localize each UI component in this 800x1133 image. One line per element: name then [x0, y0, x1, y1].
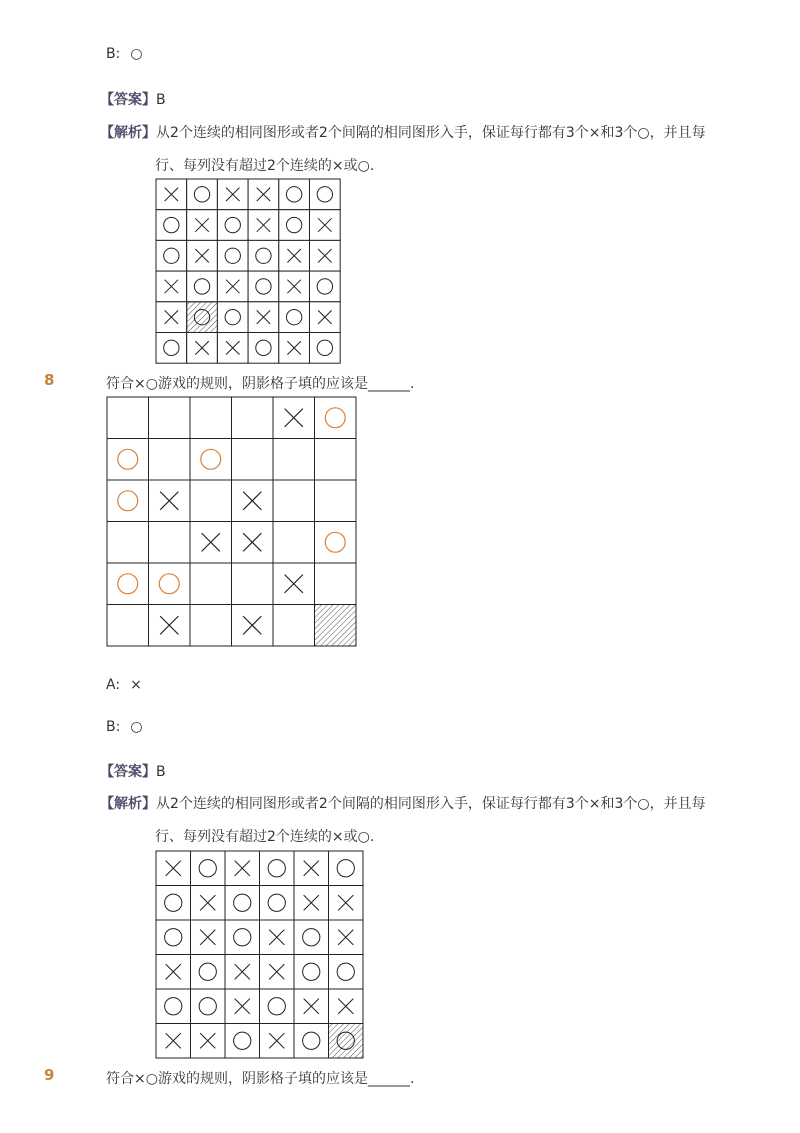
grid-cell-r6-c4 — [260, 1024, 295, 1059]
grid-cell-r2-c2 — [191, 886, 226, 921]
grid-cell-r2-c6 — [315, 439, 357, 481]
cell-box — [190, 563, 232, 605]
grid-cell-r4-c5 — [294, 955, 329, 990]
cell-box — [187, 179, 218, 210]
question-9-number: 9 — [44, 1066, 55, 1084]
grid-cell-r4-c4 — [248, 271, 279, 302]
grid-cell-r1-c6 — [329, 851, 364, 886]
grid-cell-r5-c5 — [273, 563, 315, 605]
cell-box — [329, 955, 364, 990]
grid-cell-r2-c2 — [149, 439, 191, 481]
top-option-b — [106, 46, 143, 62]
grid-cell-r2-c3 — [217, 210, 248, 241]
cell-box — [107, 439, 149, 481]
analysis-label: 【解析】 — [100, 125, 156, 141]
cell-box — [232, 397, 274, 439]
grid-cell-r4-c2 — [149, 522, 191, 564]
cell-box — [294, 1024, 329, 1059]
option-value: ○ — [130, 719, 143, 735]
option-label: B: — [106, 46, 121, 62]
top-analysis-line1 — [100, 122, 706, 142]
grid-cell-r4-c2 — [191, 955, 226, 990]
grid-cell-r6-c2 — [149, 605, 191, 647]
cell-box — [232, 439, 274, 481]
grid-cell-r6-c3 — [190, 605, 232, 647]
cell-box — [107, 522, 149, 564]
grid-cell-r6-c1 — [156, 1024, 191, 1059]
grid-cell-r5-c5 — [279, 302, 310, 333]
cell-box — [156, 210, 187, 241]
cell-box — [260, 886, 295, 921]
cell-box — [315, 397, 357, 439]
grid-cell-r3-c2 — [187, 240, 218, 271]
grid-cell-r5-c3 — [217, 302, 248, 333]
cell-box — [225, 1024, 260, 1059]
grid-cell-r4-c4 — [260, 955, 295, 990]
question-8-grid — [106, 396, 357, 647]
cell-box — [190, 397, 232, 439]
cell-box — [273, 439, 315, 481]
grid-cell-r5-c6 — [315, 563, 357, 605]
grid-svg — [106, 396, 357, 647]
cell-box — [315, 522, 357, 564]
option-value: ○ — [130, 46, 143, 62]
grid-cell-r1-c4 — [260, 851, 295, 886]
grid-cell-r3-c4 — [248, 240, 279, 271]
cell-box — [309, 271, 340, 302]
grid-cell-r2-c2 — [187, 210, 218, 241]
cell-box — [191, 851, 226, 886]
cell-box — [248, 271, 279, 302]
grid-cell-r3-c5 — [279, 240, 310, 271]
cell-box — [315, 480, 357, 522]
grid-cell-r2-c4 — [260, 886, 295, 921]
grid-cell-r5-c1 — [107, 563, 149, 605]
grid-cell-r3-c2 — [149, 480, 191, 522]
grid-cell-r3-c5 — [273, 480, 315, 522]
question-8-number: 8 — [44, 371, 55, 389]
cell-box — [329, 851, 364, 886]
grid-cell-r2-c3 — [190, 439, 232, 481]
grid-cell-r1-c1 — [156, 851, 191, 886]
answer-value: B — [156, 92, 166, 108]
grid-cell-r5-c3 — [190, 563, 232, 605]
cell-box — [190, 480, 232, 522]
grid-cell-r2-c6 — [329, 886, 364, 921]
cell-box — [107, 605, 149, 647]
cell-box — [190, 605, 232, 647]
grid-cell-r5-c2 — [187, 302, 218, 333]
grid-cell-r2-c6 — [309, 210, 340, 241]
grid-cell-r3-c4 — [232, 480, 274, 522]
cell-box — [190, 439, 232, 481]
grid-cell-r6-c5 — [279, 332, 310, 363]
option-label: B: — [106, 719, 121, 735]
cell-box — [217, 240, 248, 271]
analysis-label: 【解析】 — [100, 796, 156, 812]
cell-box — [294, 955, 329, 990]
q8-option-b[interactable] — [106, 719, 143, 735]
grid-cell-r6-c5 — [273, 605, 315, 647]
cell-box — [273, 522, 315, 564]
cell-box — [191, 989, 226, 1024]
grid-cell-r5-c4 — [248, 302, 279, 333]
grid-cell-r2-c5 — [294, 886, 329, 921]
grid-cell-r2-c5 — [273, 439, 315, 481]
grid-cell-r5-c4 — [260, 989, 295, 1024]
grid-cell-r3-c1 — [156, 920, 191, 955]
grid-cell-r4-c3 — [217, 271, 248, 302]
option-value: × — [130, 677, 142, 693]
grid-cell-r5-c1 — [156, 302, 187, 333]
grid-cell-r1-c1 — [107, 397, 149, 439]
cell-box — [156, 240, 187, 271]
grid-cell-r1-c1 — [156, 179, 187, 210]
question-8-text: 符合×○游戏的规则，阴影格子填的应该是______. — [106, 376, 415, 392]
grid-cell-r6-c6 — [329, 1024, 364, 1059]
grid-cell-r1-c3 — [225, 851, 260, 886]
analysis-text: 从2个连续的相同图形或者2个间隔的相同图形入手，保证每行都有3个×和3个○，并且每 — [156, 796, 706, 812]
cell-box — [248, 332, 279, 363]
shaded-cell — [315, 605, 357, 647]
grid-cell-r5-c5 — [294, 989, 329, 1024]
grid-cell-r5-c2 — [191, 989, 226, 1024]
grid-cell-r6-c5 — [294, 1024, 329, 1059]
grid-cell-r5-c2 — [149, 563, 191, 605]
grid-cell-r1-c3 — [217, 179, 248, 210]
grid-cell-r4-c5 — [273, 522, 315, 564]
grid-cell-r6-c2 — [187, 332, 218, 363]
grid-svg — [155, 850, 364, 1059]
cell-box — [248, 240, 279, 271]
cell-box — [225, 920, 260, 955]
grid-cell-r4-c2 — [187, 271, 218, 302]
cell-box — [149, 439, 191, 481]
cell-box — [156, 886, 191, 921]
grid-cell-r3-c1 — [107, 480, 149, 522]
grid-cell-r4-c6 — [309, 271, 340, 302]
cell-box — [191, 955, 226, 990]
grid-cell-r1-c2 — [191, 851, 226, 886]
grid-cell-r4-c4 — [232, 522, 274, 564]
cell-box — [149, 397, 191, 439]
grid-cell-r6-c6 — [315, 605, 357, 647]
grid-cell-r5-c3 — [225, 989, 260, 1024]
grid-cell-r1-c6 — [309, 179, 340, 210]
grid-cell-r3-c1 — [156, 240, 187, 271]
grid-cell-r1-c2 — [149, 397, 191, 439]
top-answer — [100, 89, 166, 109]
grid-cell-r3-c4 — [260, 920, 295, 955]
cell-box — [149, 522, 191, 564]
q8-analysis-line2: 行、每列没有超过2个连续的×或○. — [155, 829, 375, 845]
analysis-text: 从2个连续的相同图形或者2个间隔的相同图形入手，保证每行都有3个×和3个○，并且每 — [156, 125, 706, 141]
grid-cell-r6-c4 — [248, 332, 279, 363]
cell-box — [273, 605, 315, 647]
grid-cell-r5-c6 — [309, 302, 340, 333]
grid-cell-r2-c4 — [232, 439, 274, 481]
grid-cell-r1-c6 — [315, 397, 357, 439]
grid-cell-r6-c3 — [217, 332, 248, 363]
cell-box — [294, 920, 329, 955]
top-analysis-line2: 行、每列没有超过2个连续的×或○. — [155, 158, 375, 174]
grid-cell-r3-c6 — [309, 240, 340, 271]
top-solution-grid — [155, 178, 341, 364]
cell-box — [107, 397, 149, 439]
grid-cell-r1-c2 — [187, 179, 218, 210]
grid-cell-r3-c6 — [315, 480, 357, 522]
cell-box — [187, 271, 218, 302]
cell-box — [279, 179, 310, 210]
grid-cell-r4-c3 — [190, 522, 232, 564]
grid-cell-r5-c1 — [156, 989, 191, 1024]
grid-cell-r5-c4 — [232, 563, 274, 605]
question-9-text: 符合×○游戏的规则，阴影格子填的应该是______. — [106, 1071, 415, 1087]
grid-cell-r3-c5 — [294, 920, 329, 955]
grid-cell-r6-c6 — [309, 332, 340, 363]
cell-box — [309, 332, 340, 363]
grid-cell-r3-c6 — [329, 920, 364, 955]
cell-box — [273, 480, 315, 522]
grid-cell-r4-c1 — [107, 522, 149, 564]
q8-option-a[interactable] — [106, 677, 142, 693]
cell-box — [107, 480, 149, 522]
grid-cell-r6-c4 — [232, 605, 274, 647]
cell-box — [260, 989, 295, 1024]
grid-cell-r6-c2 — [191, 1024, 226, 1059]
answer-value: B — [156, 764, 166, 780]
grid-cell-r2-c3 — [225, 886, 260, 921]
grid-cell-r2-c1 — [107, 439, 149, 481]
cell-box — [225, 886, 260, 921]
grid-cell-r4-c6 — [329, 955, 364, 990]
cell-box — [279, 302, 310, 333]
grid-cell-r4-c3 — [225, 955, 260, 990]
cell-box — [315, 563, 357, 605]
grid-cell-r1-c5 — [294, 851, 329, 886]
cell-box — [149, 563, 191, 605]
cell-box — [156, 920, 191, 955]
grid-cell-r4-c1 — [156, 955, 191, 990]
shaded-cell — [329, 1024, 364, 1059]
q8-answer — [100, 761, 166, 781]
cell-box — [309, 179, 340, 210]
cell-box — [260, 851, 295, 886]
grid-cell-r6-c3 — [225, 1024, 260, 1059]
shaded-cell — [187, 302, 218, 333]
grid-cell-r3-c3 — [225, 920, 260, 955]
grid-cell-r3-c3 — [217, 240, 248, 271]
grid-cell-r6-c1 — [107, 605, 149, 647]
answer-label: 【答案】 — [100, 764, 156, 780]
cell-box — [156, 332, 187, 363]
grid-cell-r1-c4 — [232, 397, 274, 439]
grid-cell-r2-c5 — [279, 210, 310, 241]
grid-cell-r6-c1 — [156, 332, 187, 363]
grid-cell-r3-c2 — [191, 920, 226, 955]
grid-cell-r5-c6 — [329, 989, 364, 1024]
grid-cell-r4-c6 — [315, 522, 357, 564]
answer-label: 【答案】 — [100, 92, 156, 108]
grid-cell-r1-c5 — [279, 179, 310, 210]
cell-box — [279, 210, 310, 241]
cell-box — [315, 439, 357, 481]
grid-cell-r4-c1 — [156, 271, 187, 302]
grid-cell-r2-c1 — [156, 886, 191, 921]
grid-cell-r4-c5 — [279, 271, 310, 302]
grid-cell-r3-c3 — [190, 480, 232, 522]
cell-box — [107, 563, 149, 605]
cell-box — [217, 302, 248, 333]
grid-svg — [155, 178, 341, 364]
q8-analysis-line1 — [100, 793, 706, 813]
grid-cell-r2-c1 — [156, 210, 187, 241]
grid-cell-r2-c4 — [248, 210, 279, 241]
cell-box — [156, 989, 191, 1024]
option-label: A: — [106, 677, 121, 693]
grid-cell-r1-c3 — [190, 397, 232, 439]
cell-box — [217, 210, 248, 241]
grid-cell-r1-c5 — [273, 397, 315, 439]
grid-cell-r1-c4 — [248, 179, 279, 210]
q8-solution-grid — [155, 850, 364, 1059]
cell-box — [232, 563, 274, 605]
